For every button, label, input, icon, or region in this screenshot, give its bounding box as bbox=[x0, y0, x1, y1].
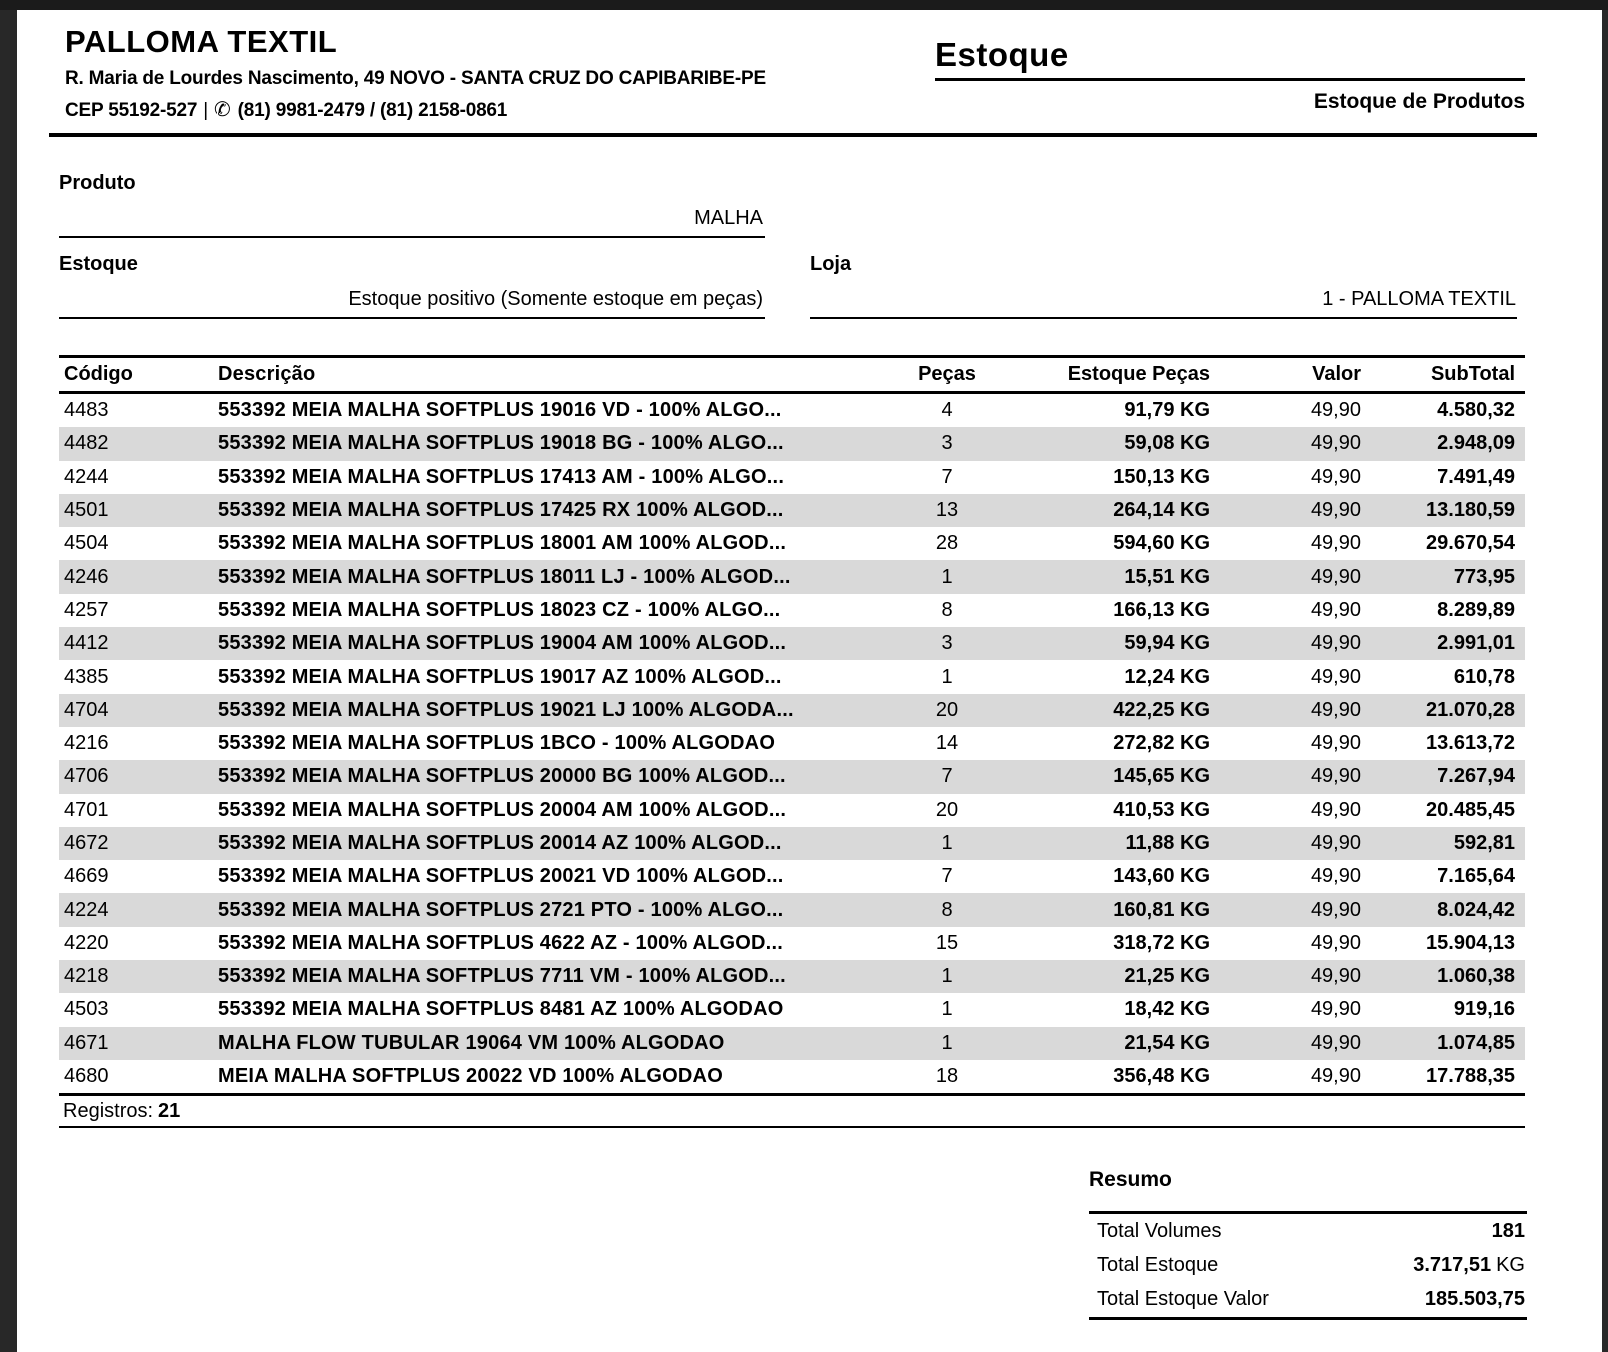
table-rows bbox=[59, 394, 1525, 1096]
cell-subtotal: 919,16 bbox=[1453, 998, 1515, 1021]
cell-subtotal: 7.165,64 bbox=[1437, 865, 1515, 888]
summary-value: 3.717,51 bbox=[1413, 1253, 1492, 1276]
cell-valor: 49,90 bbox=[1310, 665, 1361, 688]
cell-codigo: 4704 bbox=[64, 698, 109, 721]
cell-pecas: 1 bbox=[941, 665, 953, 688]
cell-estoque_pecas: 272,82 KG bbox=[1113, 732, 1210, 755]
cell-codigo: 4483 bbox=[64, 399, 109, 422]
cell-codigo: 4701 bbox=[64, 798, 109, 821]
cell-subtotal: 1.074,85 bbox=[1437, 1031, 1515, 1054]
cell-pecas: 1 bbox=[941, 565, 953, 588]
cell-codigo: 4503 bbox=[64, 998, 109, 1021]
cell-estoque_pecas: 318,72 KG bbox=[1113, 931, 1210, 954]
cell-estoque_pecas: 11,88 KG bbox=[1125, 832, 1210, 854]
cell-estoque_pecas: 91,79 KG bbox=[1124, 399, 1210, 422]
cell-pecas: 8 bbox=[941, 598, 953, 621]
cell-subtotal: 2.991,01 bbox=[1437, 632, 1515, 655]
cell-valor: 49,90 bbox=[1310, 465, 1361, 488]
table-row bbox=[59, 694, 1525, 727]
cell-estoque_pecas: 160,81 KG bbox=[1113, 898, 1210, 921]
filter-loja-label: Loja bbox=[810, 253, 852, 275]
cell-subtotal: 7.491,49 bbox=[1437, 465, 1515, 488]
table-row bbox=[59, 960, 1525, 993]
cell-descricao: 553392 MEIA MALHA SOFTPLUS 19021 LJ 100% ALGODA... bbox=[218, 698, 794, 721]
stock-table bbox=[59, 355, 1525, 1128]
cell-descricao: 553392 MEIA MALHA SOFTPLUS 19016 VD - 100% ALGO... bbox=[218, 399, 782, 422]
cell-valor: 49,90 bbox=[1310, 499, 1361, 522]
cell-codigo: 4482 bbox=[64, 432, 109, 455]
cell-pecas: 15 bbox=[935, 931, 959, 954]
registros-line bbox=[59, 1096, 1525, 1128]
cell-estoque_pecas: 166,13 KG bbox=[1113, 598, 1210, 621]
cell-descricao: 553392 MEIA MALHA SOFTPLUS 20004 AM 100% ALGOD... bbox=[218, 798, 787, 821]
cell-pecas: 3 bbox=[941, 432, 953, 455]
cell-estoque_pecas: 410,53 KG bbox=[1113, 798, 1210, 821]
summary-row-total-estoque bbox=[1089, 1248, 1527, 1282]
cell-valor: 49,90 bbox=[1310, 765, 1361, 788]
cell-valor: 49,90 bbox=[1310, 1065, 1361, 1088]
table-row bbox=[59, 827, 1525, 860]
cell-descricao: MALHA FLOW TUBULAR 19064 VM 100% ALGODAO bbox=[218, 1031, 725, 1054]
table-header bbox=[59, 358, 1525, 394]
cell-subtotal: 4.580,32 bbox=[1437, 399, 1515, 422]
cell-subtotal: 29.670,54 bbox=[1426, 532, 1515, 555]
company-name: PALLOMA TEXTIL bbox=[65, 24, 338, 59]
cell-codigo: 4412 bbox=[64, 632, 109, 655]
cell-codigo: 4385 bbox=[64, 665, 109, 688]
col-header-pecas: Peças bbox=[918, 363, 976, 385]
company-cep: CEP 55192-527 bbox=[65, 100, 198, 121]
summary-unit: KG bbox=[1496, 1253, 1525, 1276]
cell-codigo: 4669 bbox=[64, 865, 109, 888]
cell-subtotal: 8.024,42 bbox=[1437, 898, 1515, 921]
cell-valor: 49,90 bbox=[1310, 798, 1361, 821]
cell-descricao: 553392 MEIA MALHA SOFTPLUS 20000 BG 100% ALGOD... bbox=[218, 765, 786, 788]
table-row bbox=[59, 560, 1525, 593]
summary-value: 181 bbox=[1491, 1219, 1525, 1242]
cell-codigo: 4246 bbox=[64, 565, 109, 588]
cell-codigo: 4671 bbox=[64, 1031, 109, 1054]
table-row bbox=[59, 1060, 1525, 1093]
company-contact-line bbox=[65, 97, 507, 122]
cell-valor: 49,90 bbox=[1310, 898, 1361, 921]
cell-codigo: 4218 bbox=[64, 965, 109, 988]
cell-subtotal: 773,95 bbox=[1453, 565, 1515, 588]
cell-valor: 49,90 bbox=[1310, 998, 1361, 1021]
cell-estoque_pecas: 21,25 KG bbox=[1124, 965, 1210, 988]
cell-valor: 49,90 bbox=[1310, 865, 1361, 888]
filter-estoque-label: Estoque bbox=[59, 253, 138, 275]
cell-subtotal: 592,81 bbox=[1453, 832, 1515, 854]
cell-estoque_pecas: 145,65 KG bbox=[1113, 765, 1210, 788]
cell-valor: 49,90 bbox=[1310, 399, 1361, 422]
filter-produto-underline bbox=[59, 236, 765, 238]
cell-codigo: 4680 bbox=[64, 1065, 109, 1088]
viewer-frame-top bbox=[0, 0, 1608, 10]
cell-codigo: 4501 bbox=[64, 499, 109, 522]
cell-valor: 49,90 bbox=[1310, 598, 1361, 621]
col-header-codigo: Código bbox=[64, 363, 133, 385]
cell-descricao: MEIA MALHA SOFTPLUS 20022 VD 100% ALGODAO bbox=[218, 1065, 723, 1088]
filter-loja-underline bbox=[810, 317, 1517, 319]
cell-descricao: 553392 MEIA MALHA SOFTPLUS 17413 AM - 100% ALGO... bbox=[218, 465, 785, 488]
cell-valor: 49,90 bbox=[1310, 698, 1361, 721]
col-header-valor: Valor bbox=[1312, 363, 1361, 385]
table-row bbox=[59, 794, 1525, 827]
cell-valor: 49,90 bbox=[1310, 632, 1361, 655]
summary-box bbox=[1089, 1211, 1527, 1320]
cell-pecas: 13 bbox=[935, 499, 959, 522]
cell-subtotal: 610,78 bbox=[1453, 665, 1515, 688]
table-row bbox=[59, 594, 1525, 627]
cell-codigo: 4504 bbox=[64, 532, 109, 555]
summary-label: Total Volumes bbox=[1097, 1219, 1222, 1242]
cell-descricao: 553392 MEIA MALHA SOFTPLUS 18011 LJ - 100% ALGOD... bbox=[218, 565, 791, 588]
filter-produto-value: MALHA bbox=[694, 207, 763, 229]
cell-valor: 49,90 bbox=[1310, 965, 1361, 988]
cell-pecas: 7 bbox=[941, 865, 953, 888]
table-row bbox=[59, 394, 1525, 427]
table-row bbox=[59, 1027, 1525, 1060]
cell-descricao: 553392 MEIA MALHA SOFTPLUS 19018 BG - 100% ALGO... bbox=[218, 432, 784, 455]
report-subtitle: Estoque de Produtos bbox=[1313, 90, 1525, 113]
cell-codigo: 4224 bbox=[64, 898, 109, 921]
cell-estoque_pecas: 59,94 KG bbox=[1124, 632, 1210, 655]
cell-estoque_pecas: 594,60 KG bbox=[1113, 532, 1210, 555]
report-title-block bbox=[935, 36, 1525, 81]
cell-valor: 49,90 bbox=[1310, 532, 1361, 555]
cell-pecas: 1 bbox=[941, 998, 953, 1021]
cell-valor: 49,90 bbox=[1310, 931, 1361, 954]
cell-pecas: 1 bbox=[941, 965, 953, 988]
cell-subtotal: 7.267,94 bbox=[1437, 765, 1515, 788]
header-rule bbox=[49, 133, 1537, 137]
cell-subtotal: 21.070,28 bbox=[1426, 698, 1515, 721]
cell-codigo: 4216 bbox=[64, 732, 109, 755]
cell-valor: 49,90 bbox=[1310, 565, 1361, 588]
report-page bbox=[17, 10, 1602, 1352]
summary-title: Resumo bbox=[1089, 1168, 1172, 1191]
cell-estoque_pecas: 59,08 KG bbox=[1124, 432, 1210, 455]
cell-subtotal: 17.788,35 bbox=[1426, 1065, 1515, 1088]
summary-value: 185.503,75 bbox=[1424, 1288, 1525, 1311]
table-row bbox=[59, 461, 1525, 494]
company-phones: (81) 9981-2479 / (81) 2158-0861 bbox=[237, 100, 508, 121]
filter-loja-value: 1 - PALLOMA TEXTIL bbox=[1322, 288, 1516, 310]
registros-count: 21 bbox=[158, 1100, 181, 1123]
cell-descricao: 553392 MEIA MALHA SOFTPLUS 4622 AZ - 100% ALGOD... bbox=[218, 931, 783, 954]
col-header-subtotal: SubTotal bbox=[1430, 363, 1515, 385]
table-row bbox=[59, 660, 1525, 693]
cell-pecas: 1 bbox=[941, 832, 953, 854]
summary-label: Total Estoque Valor bbox=[1097, 1288, 1269, 1311]
cell-estoque_pecas: 356,48 KG bbox=[1113, 1065, 1210, 1088]
table-row bbox=[59, 627, 1525, 660]
cell-valor: 49,90 bbox=[1310, 732, 1361, 755]
cell-pecas: 7 bbox=[941, 465, 953, 488]
cell-codigo: 4706 bbox=[64, 765, 109, 788]
cell-valor: 49,90 bbox=[1310, 432, 1361, 455]
cell-pecas: 1 bbox=[941, 1031, 953, 1054]
cell-estoque_pecas: 18,42 KG bbox=[1124, 998, 1210, 1021]
col-header-estoque-pecas: Estoque Peças bbox=[1067, 363, 1210, 385]
table-row bbox=[59, 427, 1525, 460]
cell-subtotal: 8.289,89 bbox=[1437, 598, 1515, 621]
cell-estoque_pecas: 264,14 KG bbox=[1113, 499, 1210, 522]
cell-pecas: 3 bbox=[941, 632, 953, 655]
cell-descricao: 553392 MEIA MALHA SOFTPLUS 20021 VD 100% ALGOD... bbox=[218, 865, 784, 888]
cell-estoque_pecas: 422,25 KG bbox=[1113, 698, 1210, 721]
registros-label: Registros: bbox=[63, 1100, 154, 1123]
cell-estoque_pecas: 12,24 KG bbox=[1124, 665, 1210, 688]
cell-descricao: 553392 MEIA MALHA SOFTPLUS 18023 CZ - 100% ALGO... bbox=[218, 598, 781, 621]
table-row bbox=[59, 494, 1525, 527]
filter-produto-label: Produto bbox=[59, 172, 136, 194]
cell-valor: 49,90 bbox=[1310, 832, 1361, 854]
table-row bbox=[59, 860, 1525, 893]
table-row bbox=[59, 893, 1525, 926]
cell-pecas: 14 bbox=[935, 732, 959, 755]
table-row bbox=[59, 527, 1525, 560]
cell-codigo: 4257 bbox=[64, 598, 109, 621]
cell-descricao: 553392 MEIA MALHA SOFTPLUS 19004 AM 100% ALGOD... bbox=[218, 632, 787, 655]
cell-descricao: 553392 MEIA MALHA SOFTPLUS 19017 AZ 100% ALGOD... bbox=[218, 665, 782, 688]
cell-codigo: 4244 bbox=[64, 465, 109, 488]
cell-subtotal: 1.060,38 bbox=[1437, 965, 1515, 988]
cell-estoque_pecas: 143,60 KG bbox=[1113, 865, 1210, 888]
cell-subtotal: 15.904,13 bbox=[1426, 931, 1515, 954]
cell-subtotal: 13.613,72 bbox=[1426, 732, 1515, 755]
separator: | bbox=[203, 100, 209, 121]
table-row bbox=[59, 727, 1525, 760]
phone-icon: ✆ bbox=[214, 99, 231, 121]
filter-estoque-value: Estoque positivo (Somente estoque em peças) bbox=[348, 288, 763, 310]
cell-estoque_pecas: 150,13 KG bbox=[1113, 465, 1210, 488]
cell-codigo: 4672 bbox=[64, 832, 109, 854]
company-address: R. Maria de Lourdes Nascimento, 49 NOVO - SANTA CRUZ DO CAPIBARIBE-PE bbox=[65, 68, 766, 89]
cell-pecas: 28 bbox=[935, 532, 959, 555]
table-row bbox=[59, 993, 1525, 1026]
col-header-descricao: Descrição bbox=[218, 363, 316, 385]
cell-valor: 49,90 bbox=[1310, 1031, 1361, 1054]
cell-subtotal: 20.485,45 bbox=[1426, 798, 1515, 821]
summary-label: Total Estoque bbox=[1097, 1253, 1219, 1276]
cell-codigo: 4220 bbox=[64, 931, 109, 954]
cell-descricao: 553392 MEIA MALHA SOFTPLUS 17425 RX 100% ALGOD... bbox=[218, 499, 784, 522]
table-row bbox=[59, 927, 1525, 960]
cell-descricao: 553392 MEIA MALHA SOFTPLUS 8481 AZ 100% ALGODAO bbox=[218, 998, 784, 1021]
cell-descricao: 553392 MEIA MALHA SOFTPLUS 20014 AZ 100% ALGOD... bbox=[218, 832, 782, 854]
cell-pecas: 7 bbox=[941, 765, 953, 788]
cell-descricao: 553392 MEIA MALHA SOFTPLUS 18001 AM 100% ALGOD... bbox=[218, 532, 787, 555]
cell-subtotal: 13.180,59 bbox=[1426, 499, 1515, 522]
cell-descricao: 553392 MEIA MALHA SOFTPLUS 2721 PTO - 100% ALGO... bbox=[218, 898, 784, 921]
table-row bbox=[59, 760, 1525, 793]
filter-estoque-underline bbox=[59, 317, 765, 319]
cell-descricao: 553392 MEIA MALHA SOFTPLUS 7711 VM - 100% ALGOD... bbox=[218, 965, 786, 988]
report-title: Estoque bbox=[935, 36, 1069, 73]
summary-row-total-estoque-valor bbox=[1089, 1283, 1527, 1317]
cell-estoque_pecas: 15,51 KG bbox=[1124, 565, 1210, 588]
cell-estoque_pecas: 21,54 KG bbox=[1124, 1031, 1210, 1054]
cell-descricao: 553392 MEIA MALHA SOFTPLUS 1BCO - 100% ALGODAO bbox=[218, 732, 776, 755]
cell-subtotal: 2.948,09 bbox=[1437, 432, 1515, 455]
cell-pecas: 4 bbox=[941, 399, 953, 422]
cell-pecas: 18 bbox=[935, 1065, 959, 1088]
cell-pecas: 20 bbox=[935, 698, 959, 721]
cell-pecas: 20 bbox=[935, 798, 959, 821]
summary-row-total-volumes bbox=[1089, 1214, 1527, 1248]
cell-pecas: 8 bbox=[941, 898, 953, 921]
